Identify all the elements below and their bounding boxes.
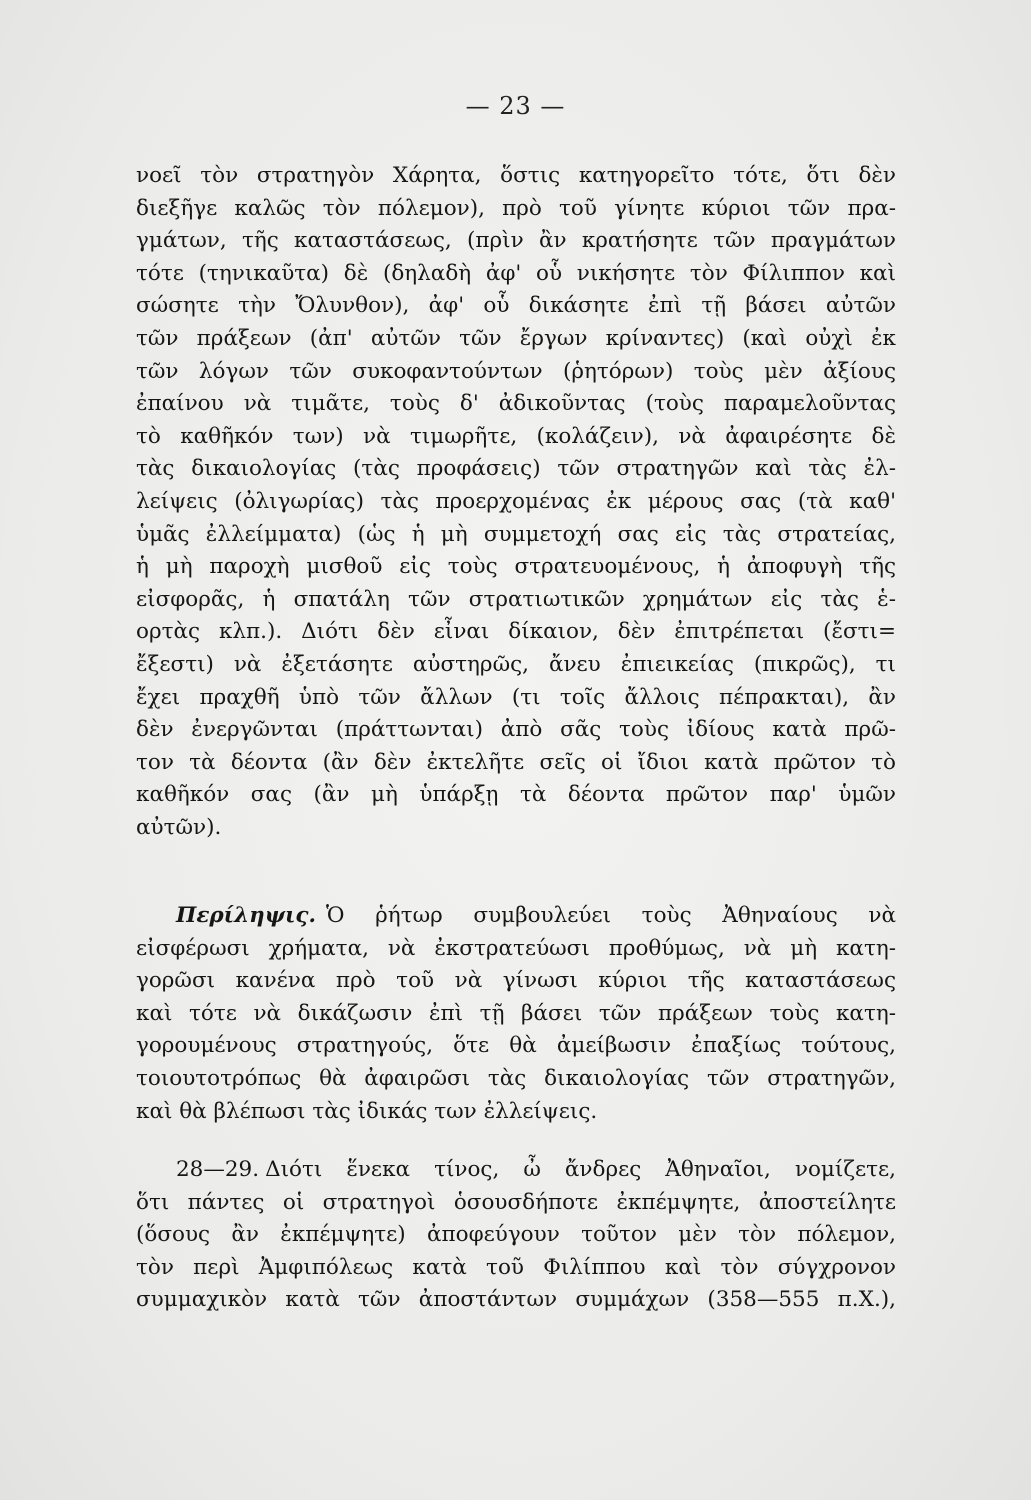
text-line: συμμαχικὸν κατὰ τῶν ἀποστάντων συμμάχων (358—555 π.Χ.), bbox=[136, 1287, 896, 1313]
text-line: γορῶσι κανένα πρὸ τοῦ νὰ γίνωσι κύριοι τῆς καταστάσεως bbox=[136, 968, 896, 994]
text-line: εἰσφέρωσι χρήματα, νὰ ἐκστρατεύωσι προθύμως, νὰ μὴ κατη- bbox=[136, 935, 896, 961]
summary-first-line-text: Ὁ ῥήτωρ συμβουλεύει τοὺς Ἀθηναίους νὰ bbox=[326, 903, 896, 928]
summary-label: Περίληψις. bbox=[176, 903, 317, 928]
text-line: σώσητε τὴν Ὄλυνθον), ἀφ' οὗ δικάσητε ἐπὶ τῇ βάσει αὐτῶν bbox=[136, 293, 896, 319]
next-first-line bbox=[136, 1154, 896, 1187]
text-line: γμάτων, τῆς καταστάσεως, (πρὶν ἂν κρατήσητε τῶν πραγμάτων bbox=[136, 228, 896, 254]
text-line: ὑμᾶς ἐλλείμματα) (ὡς ἡ μὴ συμμετοχή σας εἰς τὰς στρατείας, bbox=[136, 521, 896, 547]
text-line: τῶν λόγων τῶν συκοφαντούντων (ῥητόρων) τοὺς μὲν ἀξίους bbox=[136, 358, 896, 384]
text-line: τον τὰ δέοντα (ἂν δὲν ἐκτελῆτε σεῖς οἱ ἴδιοι κατὰ πρῶτον τὸ bbox=[136, 749, 896, 775]
text-line: καὶ θὰ βλέπωσι τὰς ἰδικάς των ἐλλείψεις. bbox=[136, 1098, 598, 1124]
page-number: — 23 — bbox=[465, 92, 566, 120]
text-line: τὸ καθῆκόν των) νὰ τιμωρῆτε, (κολάζειν), νὰ ἀφαιρέσητε δὲ bbox=[136, 423, 896, 449]
text-line: (ὅσους ἂν ἐκπέμψητε) ἀποφεύγουν τοῦτον μὲν τὸν πόλεμον, bbox=[136, 1222, 896, 1248]
text-line: τῶν πράξεων (ἀπ' αὐτῶν τῶν ἔργων κρίναντες) (καὶ οὐχὶ ἐκ bbox=[136, 325, 896, 351]
text-line: τοιουτοτρόπως θὰ ἀφαιρῶσι τὰς δικαιολογίας τῶν στρατηγῶν, bbox=[136, 1065, 896, 1091]
text-line: τὰς δικαιολογίας (τὰς προφάσεις) τῶν στρατηγῶν καὶ τὰς ἐλ- bbox=[136, 456, 896, 482]
text-line: γορουμένους στρατηγούς, ὅτε θὰ ἀμείβωσιν ἐπαξίως τούτους, bbox=[136, 1033, 896, 1059]
text-line: ορτὰς κλπ.). Διότι δὲν εἶναι δίκαιον, δὲν ἐπιτρέπεται (ἔστι= bbox=[136, 619, 896, 645]
text-line: νοεῖ τὸν στρατηγὸν Χάρητα, ὅστις κατηγορεῖτο τότε, ὅτι δὲν bbox=[136, 163, 896, 188]
text-line: λείψεις (ὀλιγωρίας) τὰς προερχομένας ἐκ μέρους σας (τὰ καθ' bbox=[136, 488, 896, 514]
summary-first-line bbox=[136, 900, 896, 933]
main-paragraph bbox=[136, 160, 896, 844]
text-line: ἐπαίνου νὰ τιμᾶτε, τοὺς δ' ἀδικοῦντας (τοὺς παραμελοῦντας bbox=[136, 391, 896, 417]
text-line: ἔχει πραχθῆ ὑπὸ τῶν ἄλλων (τι τοῖς ἄλλοις πέπρακται), ἂν bbox=[136, 684, 896, 710]
text-line: τότε (τηνικαῦτα) δὲ (δηλαδὴ ἀφ' οὗ νικήσητε τὸν Φίλιππον καὶ bbox=[136, 260, 896, 286]
next-paragraph bbox=[136, 1154, 896, 1317]
text-line: τὸν περὶ Ἀμφιπόλεως κατὰ τοῦ Φιλίππου καὶ τὸν σύγχρονον bbox=[136, 1254, 896, 1280]
text-line: δὲν ἐνεργῶνται (πράττωνται) ἀπὸ σᾶς τοὺς ἰδίους κατὰ πρῶ- bbox=[136, 717, 896, 743]
text-line: ἡ μὴ παροχὴ μισθοῦ εἰς τοὺς στρατευομένους, ἡ ἀποφυγὴ τῆς bbox=[136, 554, 896, 580]
text-line: καθῆκόν σας (ἂν μὴ ὑπάρξῃ τὰ δέοντα πρῶτον παρ' ὑμῶν bbox=[136, 782, 896, 808]
section-reference: 28—29. bbox=[176, 1157, 260, 1182]
text-line: διεξῆγε καλῶς τὸν πόλεμον), πρὸ τοῦ γίνητε κύριοι τῶν πρα- bbox=[136, 195, 896, 221]
text-line: ὅτι πάντες οἱ στρατηγοὶ ὁσουσδήποτε ἐκπέμψητε, ἀποστείλητε bbox=[136, 1189, 896, 1215]
text-line: ἔξεστι) νὰ ἐξετάσητε αὐστηρῶς, ἄνευ ἐπιεικείας (πικρῶς), τι bbox=[136, 651, 896, 677]
next-first-line-text: Διότι ἕνεκα τίνος, ὦ ἄνδρες Ἀθηναῖοι, νομίζετε, bbox=[265, 1157, 896, 1182]
summary-paragraph bbox=[136, 900, 896, 1128]
text-line: καὶ τότε νὰ δικάζωσιν ἐπὶ τῇ βάσει τῶν πράξεων τοὺς κατη- bbox=[136, 1000, 896, 1026]
text-line: εἰσφορᾶς, ἡ σπατάλη τῶν στρατιωτικῶν χρημάτων εἰς τὰς ἑ- bbox=[136, 586, 896, 612]
text-line: αὐτῶν). bbox=[136, 814, 222, 840]
